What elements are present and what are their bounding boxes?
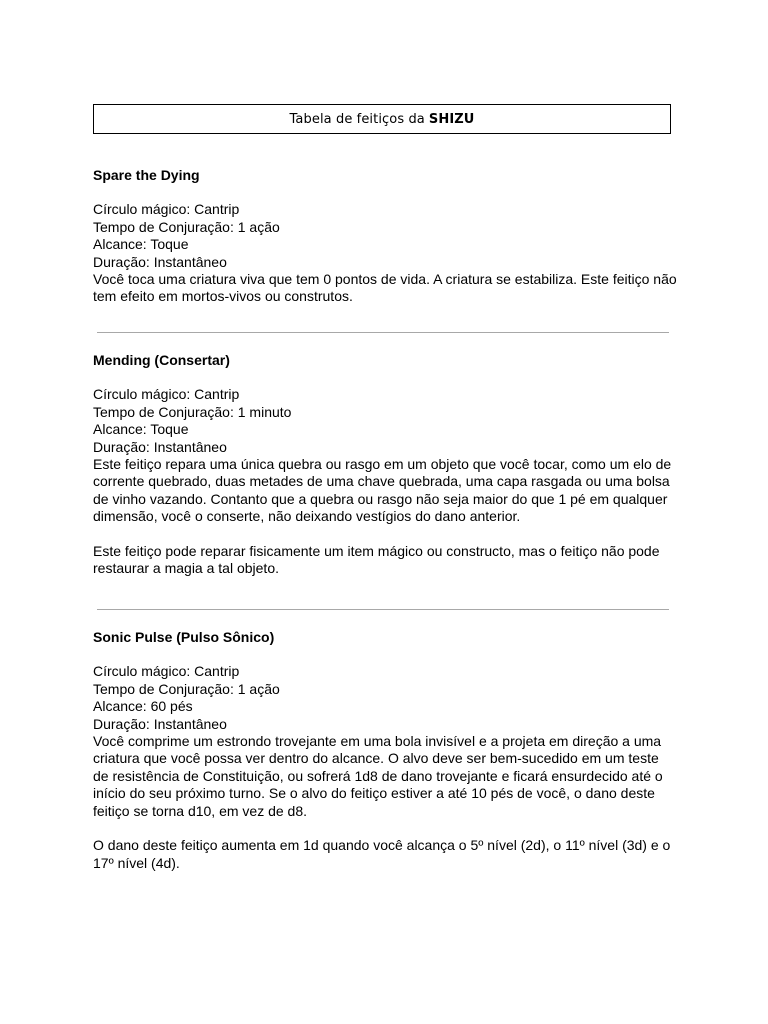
spell-entry-mending (93, 352, 677, 578)
spell-range: Alcance: Toque (93, 236, 189, 253)
spell-casting-time: Tempo de Conjuração: 1 ação (93, 680, 280, 697)
spell-casting-time: Tempo de Conjuração: 1 minuto (93, 403, 292, 420)
spell-description: Você comprime um estrondo trovejante em uma bola invisível e a projeta em direção a uma criatura que você possa ver dentro do alcance. O alvo deve ser bem-sucedido em um teste de resistência de Constituição, ou sofrerá 1d8 de dano trovejante e ficará ensurdecido até o início do seu próximo turno. Se o alvo do feitiço estiver a até 10 pés de você, o dano deste feitiço se torna d10, em vez de d8. (93, 733, 663, 819)
spell-description: Este feitiço pode reparar fisicamente um item mágico ou constructo, mas o feitiço não pode restaurar a magia a tal objeto. (93, 543, 660, 577)
spell-range: Alcance: Toque (93, 421, 189, 438)
page-title-prefix: Tabela de feitiços da (289, 111, 425, 127)
spell-description: Você toca uma criatura viva que tem 0 pontos de vida. A criatura se estabiliza. Este feitiço não tem efeito em mortos-vivos ou construtos. (93, 271, 677, 305)
spell-range: Alcance: 60 pés (93, 698, 193, 715)
spell-duration: Duração: Instantâneo (93, 438, 227, 455)
spell-description: O dano deste feitiço aumenta em 1d quando você alcança o 5º nível (2d), o 11º nível (3d) e o 17º nível (4d). (93, 837, 671, 871)
spell-entry-spare-the-dying (93, 167, 677, 306)
spell-name: Mending (Consertar) (93, 352, 230, 368)
section-divider (97, 332, 669, 333)
spell-circle: Círculo mágico: Cantrip (93, 201, 240, 218)
spell-circle: Círculo mágico: Cantrip (93, 386, 240, 403)
spell-casting-time: Tempo de Conjuração: 1 ação (93, 218, 280, 235)
spell-circle: Círculo mágico: Cantrip (93, 663, 240, 680)
page-title-character-name: SHIZU (428, 111, 475, 127)
spell-name: Sonic Pulse (Pulso Sônico) (93, 629, 275, 645)
section-divider (97, 609, 669, 610)
spell-duration: Duração: Instantâneo (93, 715, 227, 732)
spell-duration: Duração: Instantâneo (93, 253, 227, 270)
spell-description: Este feitiço repara uma única quebra ou rasgo em um objeto que você tocar, como um elo de corrente quebrado, duas metades de uma chave quebrada, uma capa rasgada ou uma bolsa de vinho vazando. Contanto que a quebra ou rasgo não seja maior do que 1 pé em qualquer dimensão, você o conserte, não deixando vestígios do dano anterior. (93, 456, 672, 525)
spell-name: Spare the Dying (93, 167, 200, 183)
page-title-box (93, 104, 671, 134)
spell-entry-sonic-pulse (93, 629, 677, 872)
